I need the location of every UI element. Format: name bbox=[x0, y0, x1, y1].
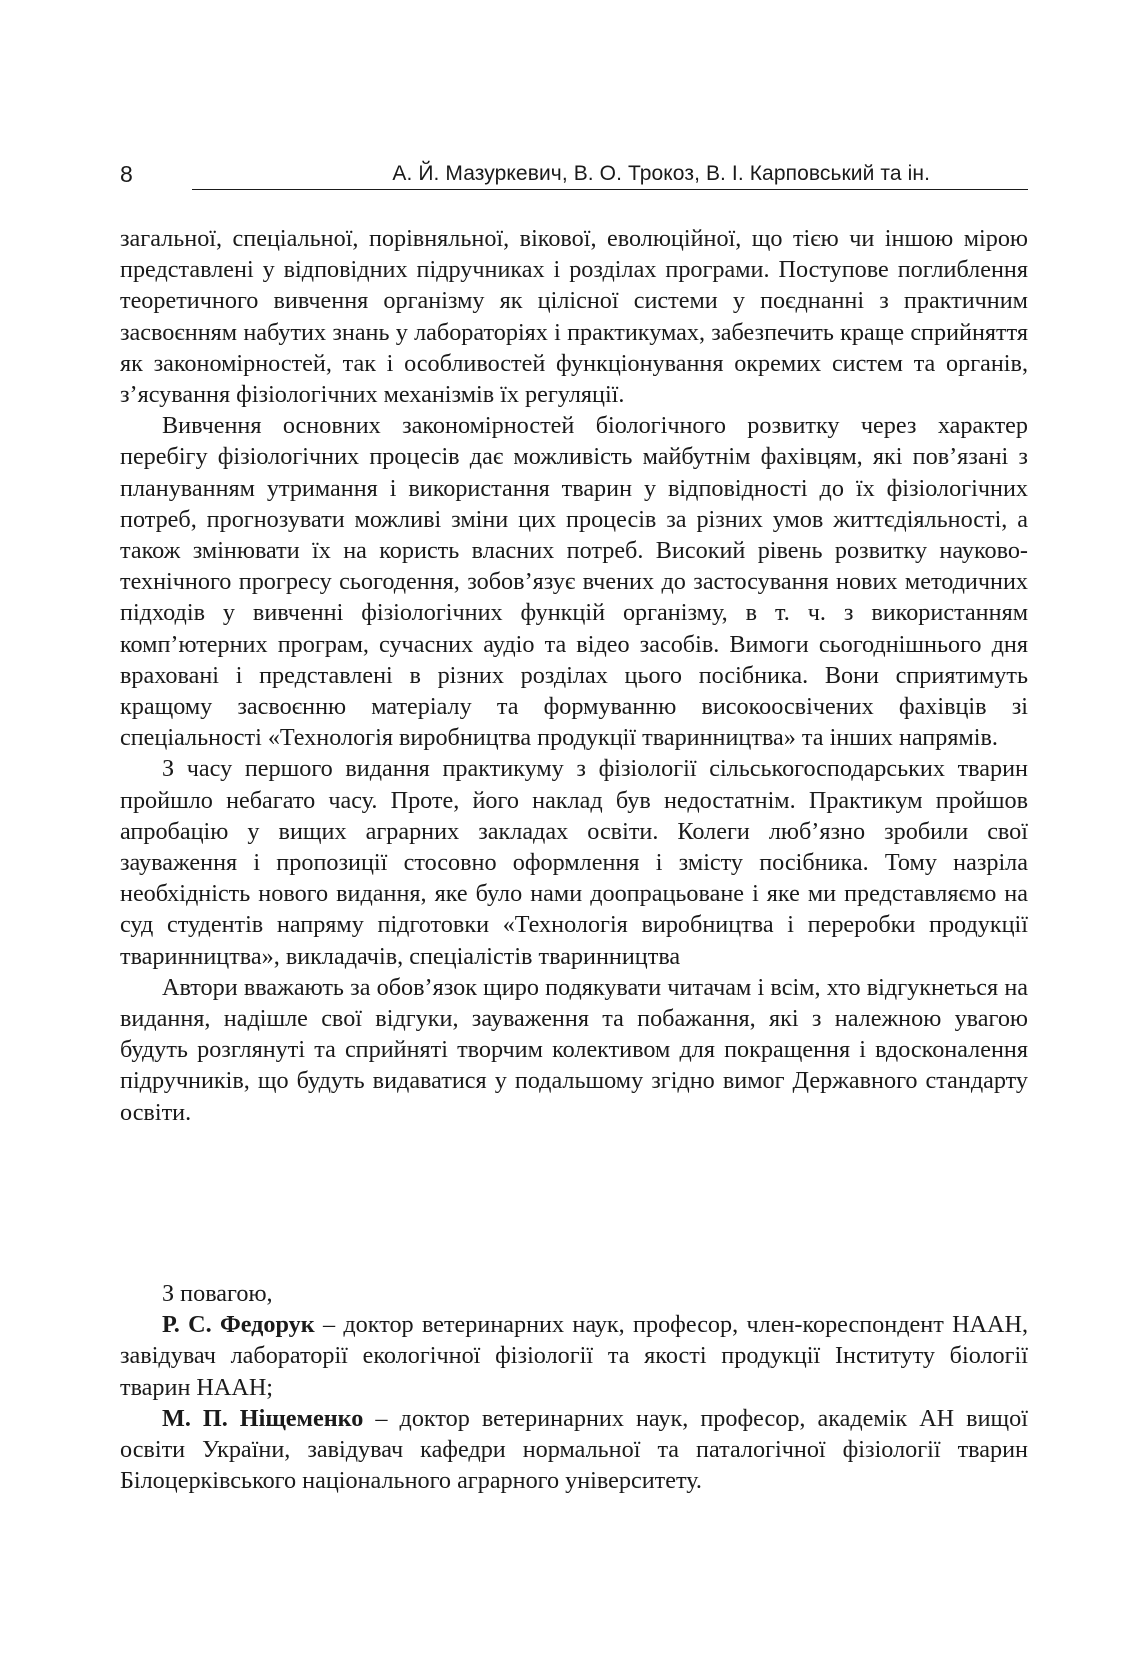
paragraph-4: Автори вважають за обов’язок щиро подякувати читачам і всім, хто відгукнеться на видання, надішле свої відгуки, зауваження та побажання, які з належною увагою будуть розглянуті та сприйняті творчим колективом для покращення і вдосконалення підручників, що будуть видаватися у подальшому згідно вимог Державного стандарту освіти. bbox=[120, 973, 1028, 1126]
signatory-1 bbox=[120, 1309, 1028, 1403]
body-text bbox=[120, 223, 1028, 1128]
paragraph-3: З часу першого видання практикуму з фізіології сільськогосподарських тварин пройшло небагато часу. Проте, його наклад був недостатнім. Практикум пройшов апробацію у вищих аграрних закладах освіти. Колеги люб’язно зробили свої зауваження і пропозиції стосовно оформлення і змісту посібника. Тому назріла необхідність нового видання, яке було нами доопрацьоване і яке ми представляємо на суд студентів напряму підготовки «Технологія виробництва і переробки продукції тваринництва», викладачів, спеціалістів тваринництва bbox=[120, 755, 1028, 970]
signatory-1-name: Р. С. Федорук bbox=[162, 1311, 315, 1339]
signatory-2 bbox=[120, 1403, 1028, 1497]
salutation: З повагою, bbox=[162, 1280, 273, 1307]
closing-section bbox=[120, 1278, 1028, 1496]
page-header bbox=[120, 160, 1028, 192]
header-rule bbox=[192, 189, 1028, 190]
paragraph-2: Вивчення основних закономірностей біологічного розвитку через характер перебігу фізіологічних процесів дає можливість майбутнім фахівцям, які пов’язані з плануванням утримання і використання тварин у відповідності до їх фізіологічних потреб, прогнозувати можливі зміни цих процесів за різних умов життєдіяльності, а також змінювати їх на користь власних потреб. Високий рівень розвитку науково-технічного прогресу сьогодення, зобов’язує вчених до застосування нових методичних підходів у вивченні фізіологічних функцій організму, в т. ч. з використанням комп’ютерних програм, сучасних аудіо та відео засобів. Вимоги сьогоднішнього дня враховані і представлені в різних розділах цього посібника. Вони сприятимуть кращому засвоєнню матеріалу та формуванню високоосвічених фахівців зі спеціальності «Технологія виробництва продукції тваринництва» та інших напрямів. bbox=[120, 412, 1028, 752]
page-number: 8 bbox=[120, 161, 133, 187]
signatory-1-description: – доктор ветеринарних наук, професор, член-кореспондент НААН, завідувач лабораторії екологічної фізіології та якості продукції Інституту біології тварин НААН; bbox=[120, 1311, 1029, 1401]
signatory-2-description: – доктор ветеринарних наук, професор, академік АН вищої освіти України, завідувач кафедри нормальної та паталогічної фізіології тварин Білоцерківського національного аграрного університету. bbox=[120, 1404, 1028, 1495]
running-head: А. Й. Мазуркевич, В. О. Трокоз, В. І. Карповський та ін. bbox=[392, 162, 930, 185]
paragraph-1: загальної, спеціальної, порівняльної, вікової, еволюційної, що тією чи іншою мірою представлені у відповідних підручниках і розділах програми. Поступове поглиблення теоретичного вивчення організму як цілісної системи у поєднанні з практичним засвоєнням набутих знань у лабораторіях і практикумах, забезпечить краще сприйняття як закономірностей, так і особливостей функціонування окремих систем та органів, з’ясування фізіологічних механізмів їх регуляції. bbox=[120, 225, 1028, 409]
signatory-2-name: М. П. Ніщеменко bbox=[162, 1404, 364, 1432]
